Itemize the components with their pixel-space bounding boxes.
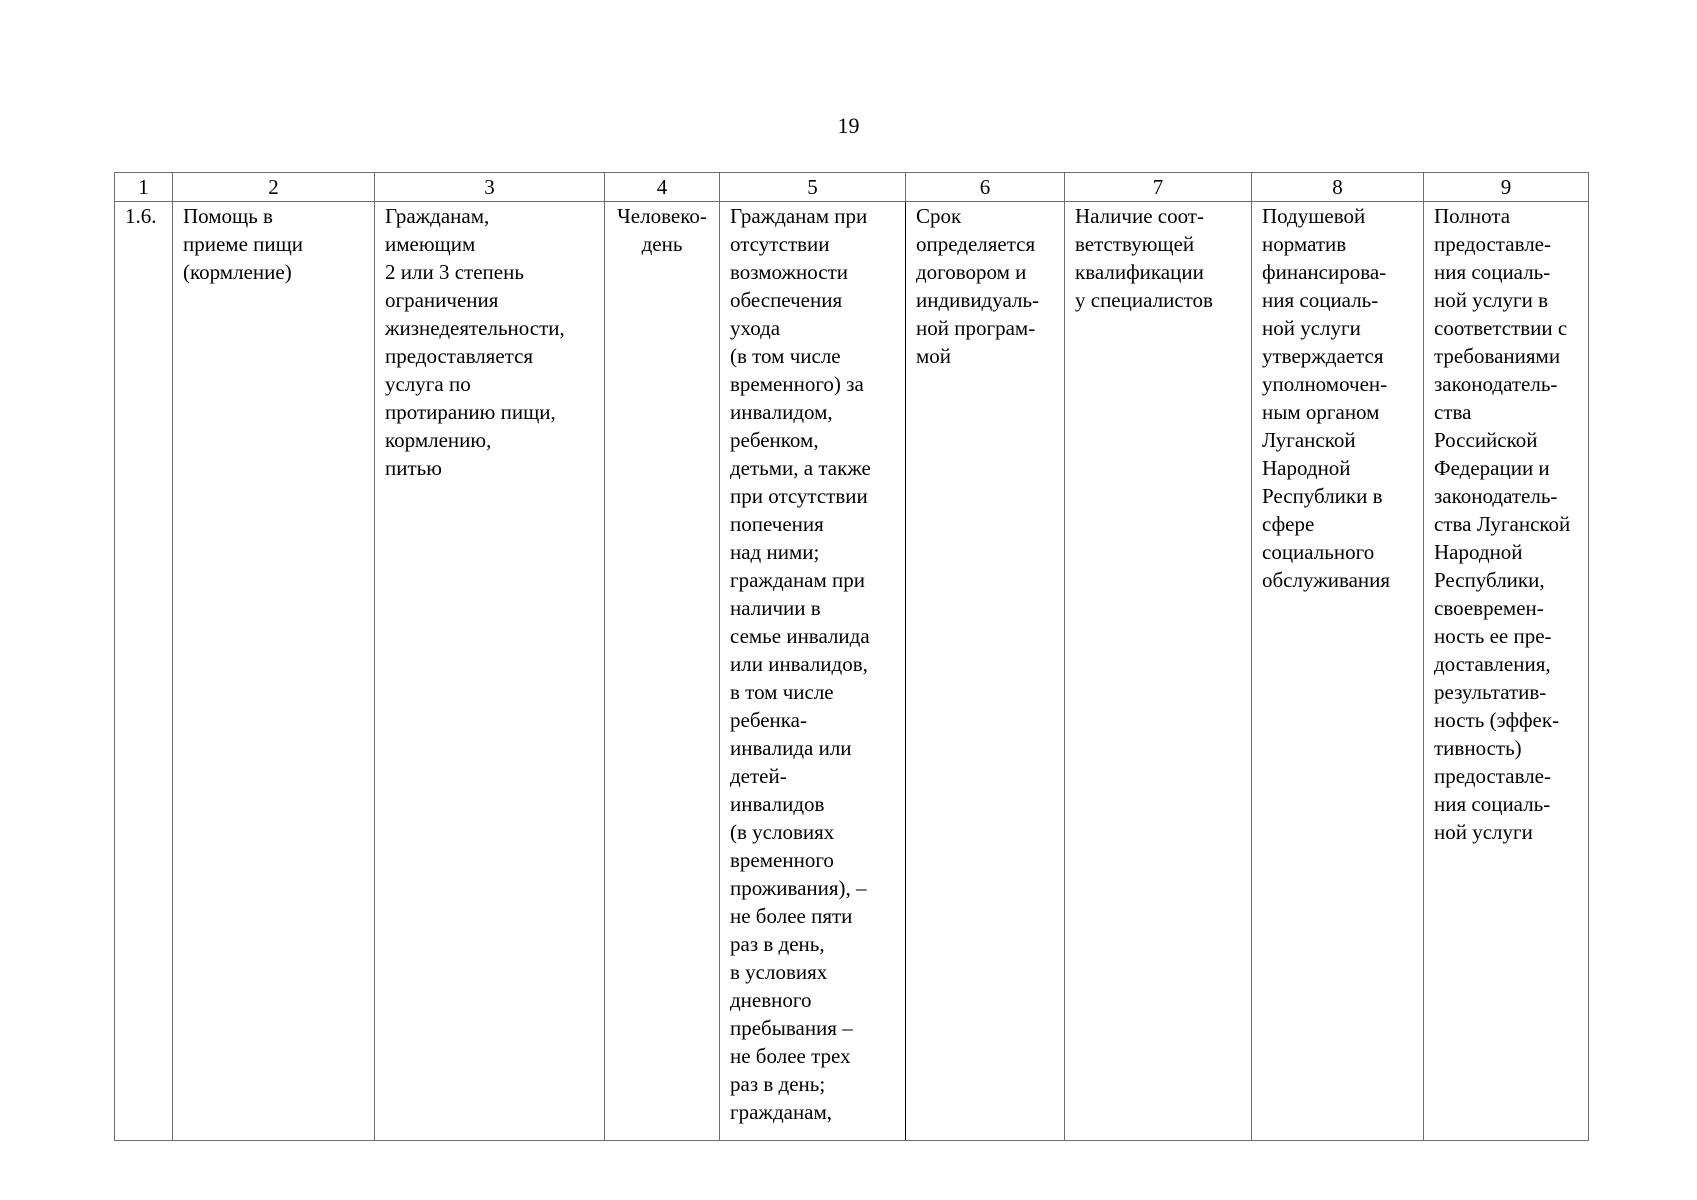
conditions-text: Гражданам при отсутствии возможности обеспечения ухода (в том числе временного) за инвалидом, ребенком, детьми, а также при отсутствии попечения над ними; гражданам при наличии в семье инвалида или инвалидов, в том числе ребенка- инвалида или детей- инвалидов (в условиях временного проживания), – не более пяти раз в день, в условиях дневного пребывания – не более трех раз в день; гражданам, <box>730 204 871 1124</box>
quality-text: Полнота предоставле- ния социаль- ной услуги в соответствии с требованиями законодатель- ства Российской Федерации и законодатель- ства Луганской Народной Республики, своевремен- ность ее пре- доставления, результатив- ность (эффек- тивность) предоставле- ния социаль- ной услуги <box>1434 204 1571 844</box>
header-col-5: 5 <box>720 173 906 202</box>
cell-term <box>906 202 1065 1141</box>
header-col-4: 4 <box>605 173 720 202</box>
term-text: Срок определяется договором и индивидуаль- ной програм- мой <box>916 204 1040 368</box>
cell-qualification <box>1065 202 1252 1141</box>
financing-text: Подушевой норматив финансирова- ния социаль- ной услуги утверждается уполномочен- ным органом Луганской Народной Республики в сфере социального обслуживания <box>1262 204 1391 592</box>
cell-quality <box>1424 202 1589 1141</box>
header-col-1: 1 <box>115 173 173 202</box>
cell-recipients <box>375 202 605 1141</box>
header-col-2: 2 <box>173 173 375 202</box>
cell-conditions <box>720 202 906 1141</box>
cell-unit <box>605 202 720 1141</box>
cell-service-name <box>173 202 375 1141</box>
item-number-text: 1.6. <box>125 204 157 228</box>
services-table <box>114 172 1589 1141</box>
service-name-text: Помощь в приеме пищи (кормление) <box>183 204 304 284</box>
qualification-text: Наличие соот- ветствующей квалификации у специалистов <box>1075 204 1213 312</box>
cell-item-number <box>115 202 173 1141</box>
table-row <box>115 202 1589 1141</box>
header-row <box>115 173 1589 202</box>
header-col-3: 3 <box>375 173 605 202</box>
header-col-9: 9 <box>1424 173 1589 202</box>
header-col-7: 7 <box>1065 173 1252 202</box>
recipients-text: Гражданам, имеющим 2 или 3 степень ограничения жизнедеятельности, предоставляется услуга по протиранию пищи, кормлению, питью <box>385 204 565 480</box>
unit-text: Человеко- день <box>617 204 707 256</box>
header-col-8: 8 <box>1252 173 1424 202</box>
cell-financing <box>1252 202 1424 1141</box>
page-number: 19 <box>837 113 860 138</box>
header-col-6: 6 <box>906 173 1065 202</box>
